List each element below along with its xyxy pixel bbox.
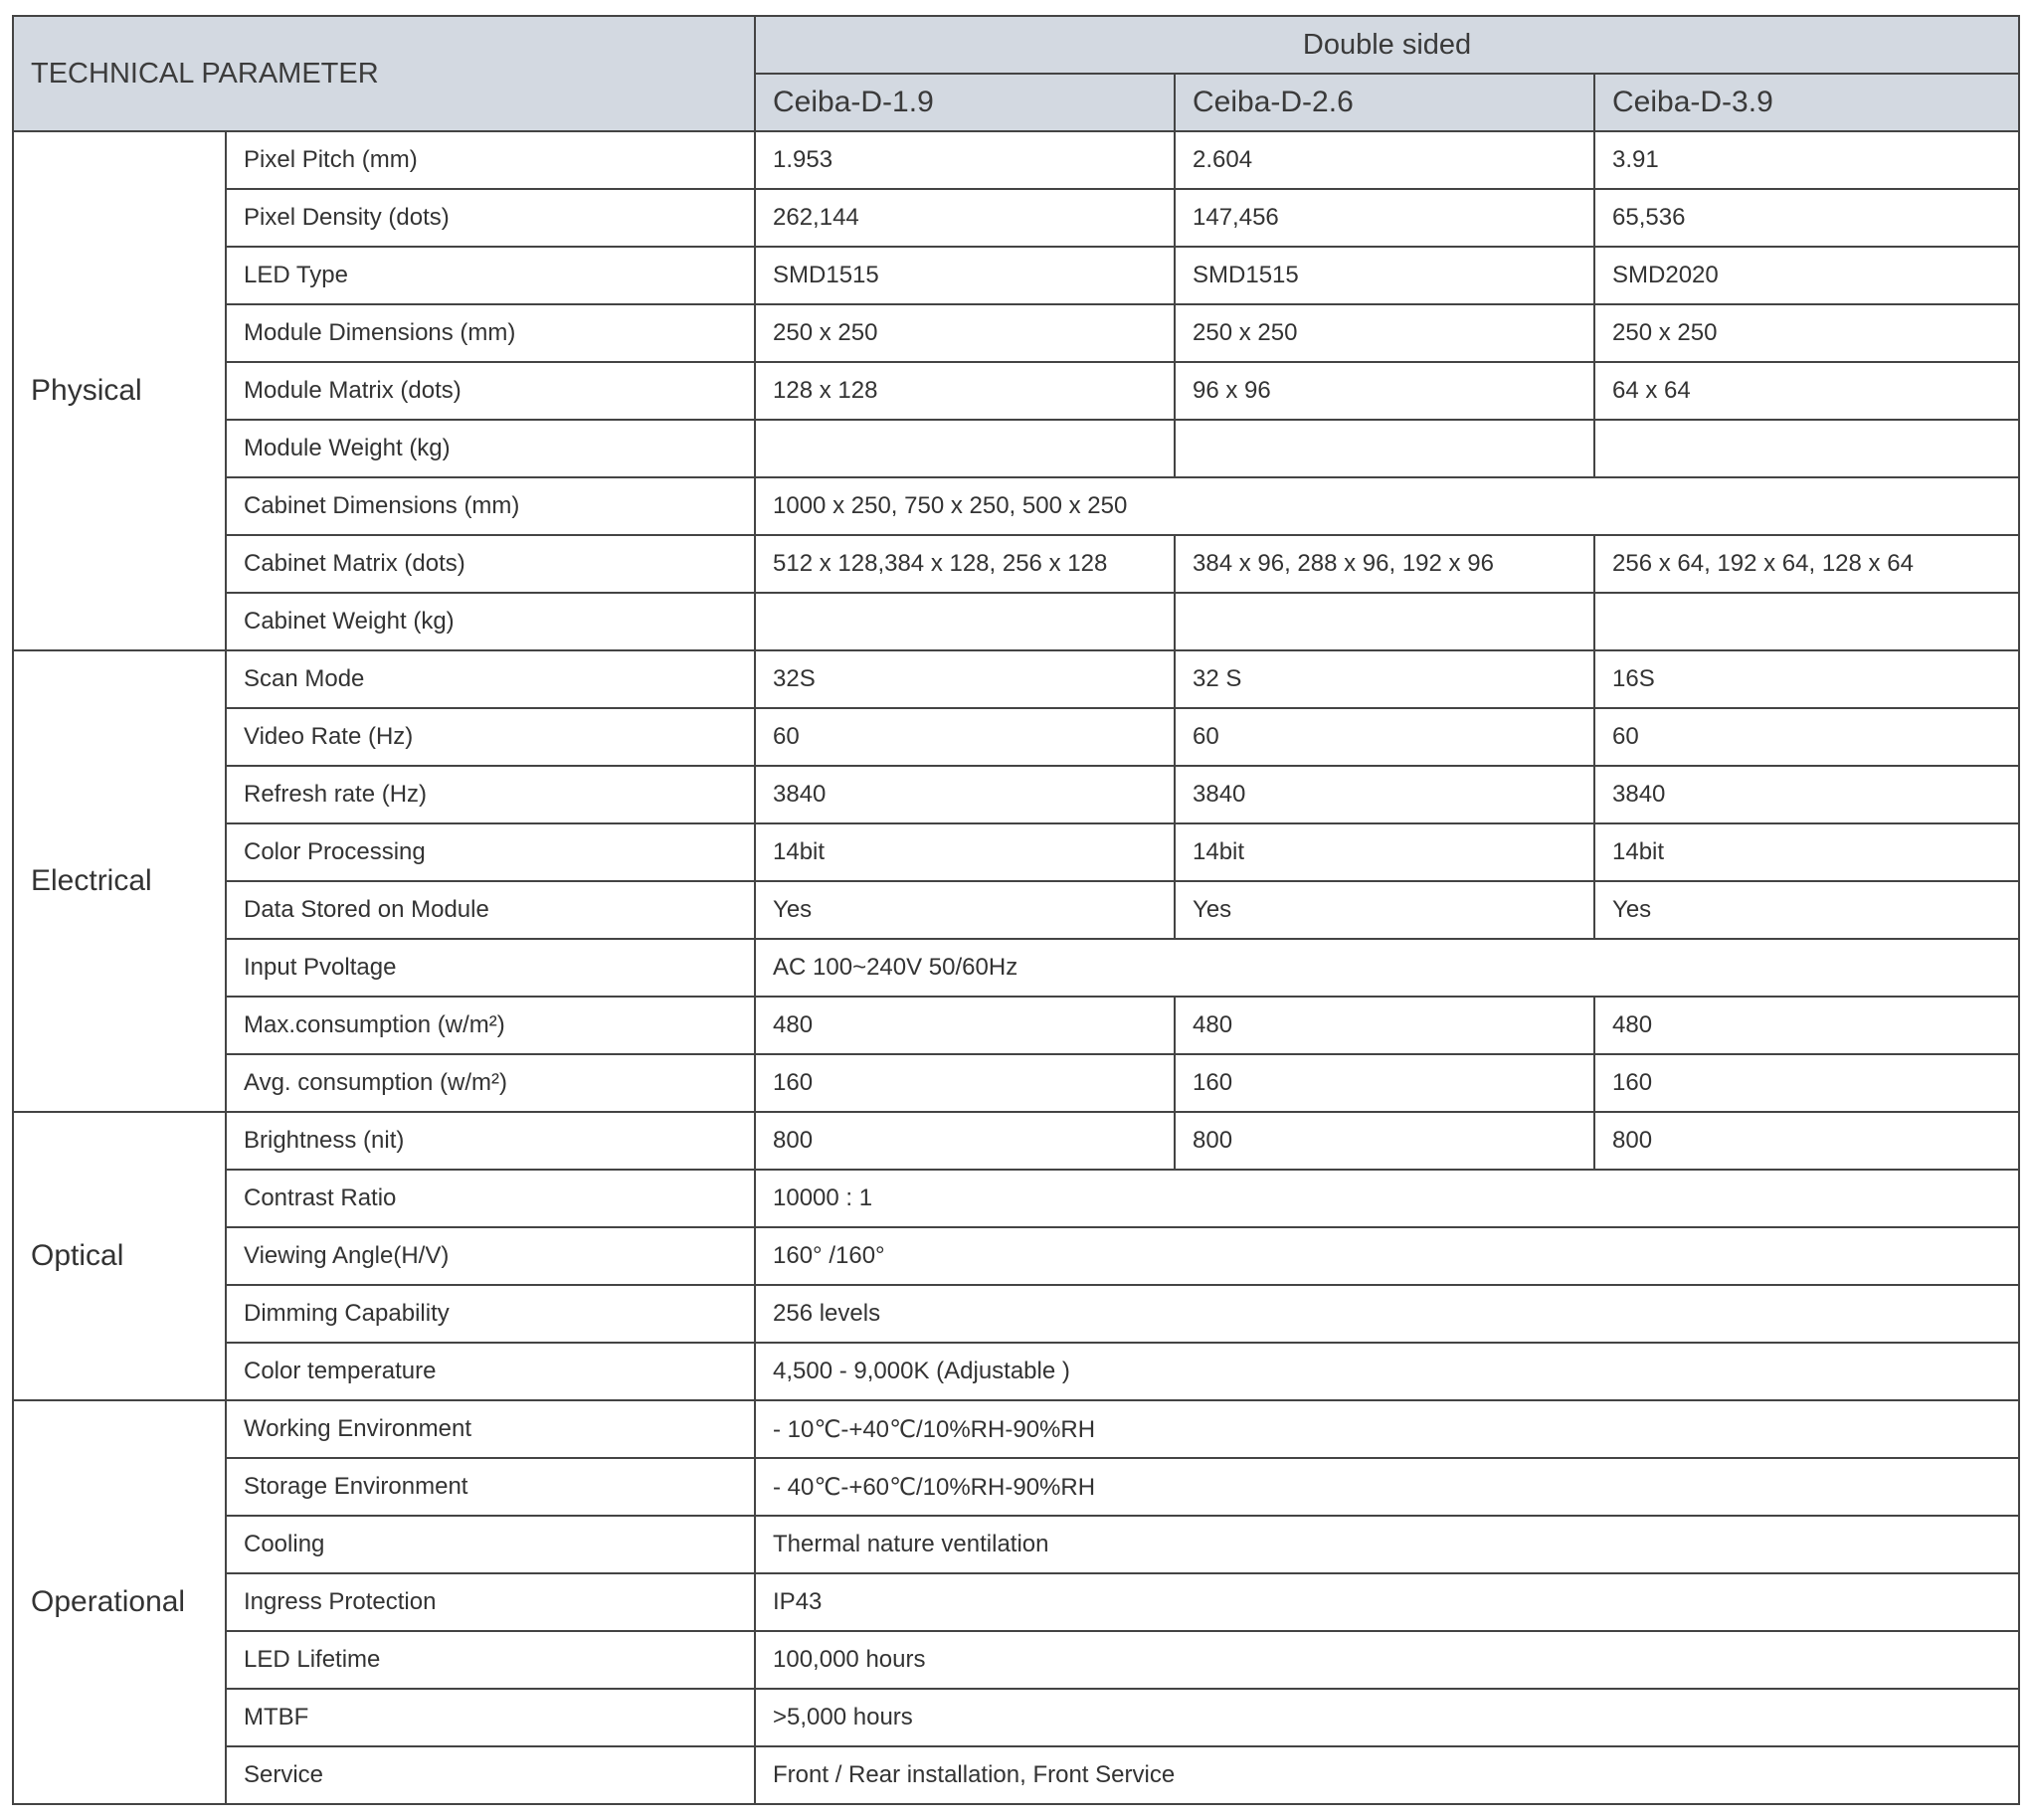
parameter-value-all-models: Front / Rear installation, Front Service [755, 1746, 2019, 1804]
parameter-value-model-1: 800 [755, 1112, 1175, 1170]
parameter-label: LED Lifetime [226, 1631, 755, 1689]
model-heading-2: Ceiba-D-2.6 [1175, 74, 1594, 131]
parameter-label: Module Dimensions (mm) [226, 304, 755, 362]
table-row [13, 1170, 2019, 1227]
parameter-label: Cooling [226, 1516, 755, 1573]
parameter-value-model-1: 3840 [755, 766, 1175, 823]
parameter-value-all-models: AC 100~240V 50/60Hz [755, 939, 2019, 997]
parameter-value-model-1: Yes [755, 881, 1175, 939]
parameter-value-all-models: 10000 : 1 [755, 1170, 2019, 1227]
parameter-value-model-1: 250 x 250 [755, 304, 1175, 362]
parameter-value-model-1: SMD1515 [755, 247, 1175, 304]
parameter-value-model-3: 160 [1594, 1054, 2019, 1112]
header-row-top [13, 16, 2019, 74]
table-row [13, 1054, 2019, 1112]
parameter-label: Refresh rate (Hz) [226, 766, 755, 823]
parameter-label: Cabinet Weight (kg) [226, 593, 755, 650]
parameter-value-model-3: Yes [1594, 881, 2019, 939]
parameter-value-model-2: 480 [1175, 997, 1594, 1054]
parameter-value-model-2: 32 S [1175, 650, 1594, 708]
table-row [13, 247, 2019, 304]
table-row [13, 881, 2019, 939]
parameter-value-model-1: 128 x 128 [755, 362, 1175, 420]
table-row [13, 1400, 2019, 1458]
parameter-label: Service [226, 1746, 755, 1804]
parameter-value-model-2: 14bit [1175, 823, 1594, 881]
parameter-value-model-2 [1175, 420, 1594, 477]
double-sided-heading: Double sided [755, 16, 2019, 74]
parameter-value-model-2: 250 x 250 [1175, 304, 1594, 362]
table-row [13, 1227, 2019, 1285]
table-header [13, 16, 2019, 131]
parameter-value-model-1: 14bit [755, 823, 1175, 881]
parameter-label: Module Weight (kg) [226, 420, 755, 477]
table-row [13, 1458, 2019, 1516]
parameter-value-model-1: 1.953 [755, 131, 1175, 189]
parameter-value-all-models: 1000 x 250, 750 x 250, 500 x 250 [755, 477, 2019, 535]
table-row [13, 1343, 2019, 1400]
parameter-value-model-3: 480 [1594, 997, 2019, 1054]
parameter-value-model-2: 60 [1175, 708, 1594, 766]
table-row [13, 766, 2019, 823]
table-row [13, 1631, 2019, 1689]
parameter-label: Storage Environment [226, 1458, 755, 1516]
parameter-value-model-3: SMD2020 [1594, 247, 2019, 304]
parameter-label: Cabinet Dimensions (mm) [226, 477, 755, 535]
model-heading-3: Ceiba-D-3.9 [1594, 74, 2019, 131]
parameter-value-model-2: 384 x 96, 288 x 96, 192 x 96 [1175, 535, 1594, 593]
parameter-value-model-2 [1175, 593, 1594, 650]
parameter-label: Viewing Angle(H/V) [226, 1227, 755, 1285]
model-heading-1: Ceiba-D-1.9 [755, 74, 1175, 131]
parameter-value-model-2: SMD1515 [1175, 247, 1594, 304]
table-row [13, 1573, 2019, 1631]
parameter-label: Input Pvoltage [226, 939, 755, 997]
parameter-value-model-3 [1594, 420, 2019, 477]
table-row [13, 420, 2019, 477]
table-row [13, 535, 2019, 593]
parameter-value-model-2: Yes [1175, 881, 1594, 939]
table-row [13, 131, 2019, 189]
parameter-value-model-3: 64 x 64 [1594, 362, 2019, 420]
parameter-value-model-1: 160 [755, 1054, 1175, 1112]
parameter-label: Color temperature [226, 1343, 755, 1400]
parameter-value-model-2: 2.604 [1175, 131, 1594, 189]
parameter-value-all-models: Thermal nature ventilation [755, 1516, 2019, 1573]
table-row [13, 1285, 2019, 1343]
parameter-value-model-1 [755, 593, 1175, 650]
parameter-value-model-2: 96 x 96 [1175, 362, 1594, 420]
parameter-value-all-models: - 10℃-+40℃/10%RH-90%RH [755, 1400, 2019, 1458]
table-row [13, 708, 2019, 766]
table-row [13, 650, 2019, 708]
parameter-value-model-2: 800 [1175, 1112, 1594, 1170]
parameter-value-model-3 [1594, 593, 2019, 650]
parameter-value-model-3: 250 x 250 [1594, 304, 2019, 362]
table-row [13, 1516, 2019, 1573]
parameter-value-all-models: 4,500 - 9,000K (Adjustable ) [755, 1343, 2019, 1400]
category-operational: Operational [13, 1400, 226, 1804]
parameter-value-model-3: 3.91 [1594, 131, 2019, 189]
parameter-value-model-3: 14bit [1594, 823, 2019, 881]
parameter-label: MTBF [226, 1689, 755, 1746]
parameter-label: Working Environment [226, 1400, 755, 1458]
parameter-value-all-models: 100,000 hours [755, 1631, 2019, 1689]
category-electrical: Electrical [13, 650, 226, 1112]
table-row [13, 304, 2019, 362]
parameter-value-model-2: 3840 [1175, 766, 1594, 823]
parameter-value-model-1: 32S [755, 650, 1175, 708]
table-row [13, 997, 2019, 1054]
table-row [13, 1112, 2019, 1170]
parameter-value-model-1: 262,144 [755, 189, 1175, 247]
parameter-label: Scan Mode [226, 650, 755, 708]
parameter-label: Data Stored on Module [226, 881, 755, 939]
parameter-label: Contrast Ratio [226, 1170, 755, 1227]
parameter-label: LED Type [226, 247, 755, 304]
parameter-value-model-1: 60 [755, 708, 1175, 766]
parameter-value-model-2: 160 [1175, 1054, 1594, 1112]
parameter-value-model-3: 60 [1594, 708, 2019, 766]
table-row [13, 1746, 2019, 1804]
spec-table [12, 15, 2020, 1805]
category-optical: Optical [13, 1112, 226, 1400]
table-row [13, 362, 2019, 420]
parameter-value-all-models: >5,000 hours [755, 1689, 2019, 1746]
parameter-label: Ingress Protection [226, 1573, 755, 1631]
table-row [13, 939, 2019, 997]
table-body [13, 131, 2019, 1804]
parameter-value-all-models: - 40℃-+60℃/10%RH-90%RH [755, 1458, 2019, 1516]
parameter-label: Cabinet Matrix (dots) [226, 535, 755, 593]
table-row [13, 823, 2019, 881]
parameter-label: Brightness (nit) [226, 1112, 755, 1170]
parameter-value-all-models: 256 levels [755, 1285, 2019, 1343]
parameter-value-model-1 [755, 420, 1175, 477]
parameter-label: Module Matrix (dots) [226, 362, 755, 420]
parameter-label: Color Processing [226, 823, 755, 881]
parameter-value-model-3: 256 x 64, 192 x 64, 128 x 64 [1594, 535, 2019, 593]
parameter-value-model-3: 65,536 [1594, 189, 2019, 247]
parameter-label: Avg. consumption (w/m²) [226, 1054, 755, 1112]
table-row [13, 477, 2019, 535]
table-row [13, 1689, 2019, 1746]
parameter-value-model-1: 512 x 128,384 x 128, 256 x 128 [755, 535, 1175, 593]
parameter-value-model-2: 147,456 [1175, 189, 1594, 247]
parameter-value-all-models: IP43 [755, 1573, 2019, 1631]
parameter-value-all-models: 160° /160° [755, 1227, 2019, 1285]
technical-parameter-title: TECHNICAL PARAMETER [13, 16, 755, 131]
table-row [13, 189, 2019, 247]
parameter-value-model-3: 3840 [1594, 766, 2019, 823]
parameter-label: Dimming Capability [226, 1285, 755, 1343]
parameter-value-model-1: 480 [755, 997, 1175, 1054]
parameter-value-model-3: 800 [1594, 1112, 2019, 1170]
table-row [13, 593, 2019, 650]
parameter-label: Max.consumption (w/m²) [226, 997, 755, 1054]
parameter-value-model-3: 16S [1594, 650, 2019, 708]
parameter-label: Video Rate (Hz) [226, 708, 755, 766]
parameter-label: Pixel Pitch (mm) [226, 131, 755, 189]
parameter-label: Pixel Density (dots) [226, 189, 755, 247]
category-physical: Physical [13, 131, 226, 650]
